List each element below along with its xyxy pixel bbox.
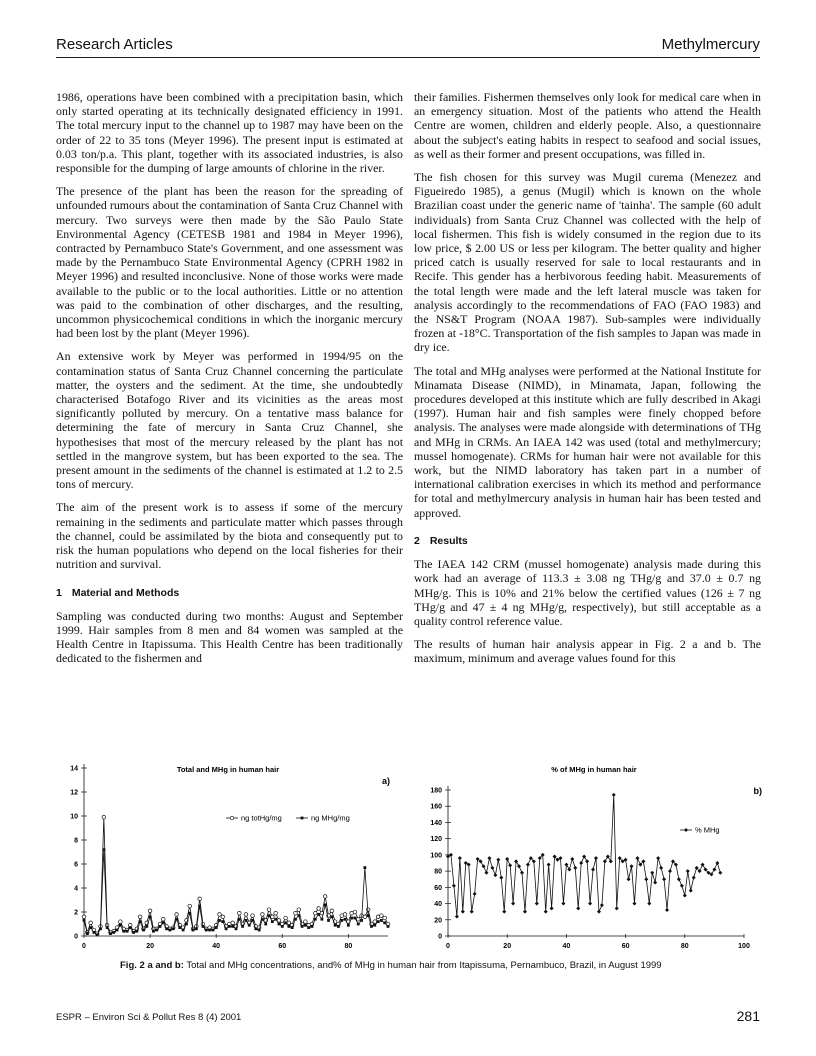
data-point	[102, 815, 106, 819]
data-point	[135, 930, 138, 933]
data-point	[493, 873, 497, 877]
data-point	[211, 929, 214, 932]
data-point	[547, 863, 551, 867]
paragraph: The results of human hair analysis appear in Fig. 2 a and b. The maximum, minimum and average values found for this	[414, 637, 761, 666]
data-point	[109, 932, 112, 935]
data-point	[317, 913, 320, 916]
data-point	[152, 930, 155, 933]
caption-text: Total and MHg concentrations, and% of MHg in human hair from Itapissuma, Pernambuco, Brazil, in August 1999	[186, 960, 662, 971]
legend-marker	[301, 817, 304, 820]
paragraph: 1986, operations have been combined with a precipitation basin, which only started operating at its technically designated efficiency in 1991. The total mercury input to the channel up to 1987 may have been on the order of 22 to 35 tons (Meyer 1996). The present input is estimated at 0.03 ton/p.a. This plant, together with its associated industries, is also responsible for the dumping of large amounts of chlorine in the river.	[56, 90, 403, 176]
data-point	[367, 914, 370, 917]
data-point	[221, 915, 225, 919]
header-rule	[56, 57, 760, 58]
data-point	[274, 911, 278, 915]
data-point	[665, 908, 669, 912]
data-point	[496, 858, 500, 862]
panel-label: b)	[753, 786, 762, 796]
paragraph: The presence of the plant has been the reason for the spreading of unfounded rumours about the contamination of Santa Cruz Channel with mercury. Two surveys were then made by the São Paulo State Environmental Agency (CETESB 1981 and 1984 in Meyer 1996), contracted by Pernambuco State's Government, and one assessment was made by the Pernambuco State Environmental Agency (CPRH 1982 in Meyer 1996) and resulted inconclusive. None of those works were made available to the public or to the local authorities. Little or no attention was paid to the combination of other discharges, and the resulting, uncommon physicochemical conditions in which the inorganic mercury had been lost by the plant (Meyer 1996).	[56, 184, 403, 341]
data-point	[297, 908, 301, 912]
data-point	[567, 867, 571, 871]
data-point	[218, 913, 222, 917]
data-point	[573, 866, 577, 870]
chart-b-svg	[410, 762, 770, 958]
paragraph: An extensive work by Meyer was performed in 1994/95 on the contamination status of Santa Cruz Channel concerning the particulate matter, the oysters and the sediment. At the time, she undoubtedly characterised Botafogo River and its vicinities as the areas most significantly polluted by mercury. On a tentative mass balance for determining the fate of mercury in Santa Cruz Channel, she hypothesises that most of the mercury released by the plant has not settled in the mangrove system, but has been exported to the sea. The present amount in the sediments of the channel is estimated at 1.2 to 2.5 tons of mercury.	[56, 349, 403, 492]
data-point	[353, 910, 357, 914]
data-point	[245, 919, 248, 922]
data-point	[258, 929, 261, 932]
data-point	[344, 918, 347, 921]
data-point	[576, 906, 580, 910]
data-point	[82, 915, 86, 919]
data-point	[89, 926, 92, 929]
data-point	[254, 927, 257, 930]
data-point	[281, 925, 284, 928]
data-point	[268, 914, 271, 917]
data-point	[142, 929, 145, 932]
data-point	[544, 910, 548, 914]
data-point	[218, 919, 221, 922]
paragraph: The IAEA 142 CRM (mussel homogenate) analysis made during this work had an average of 113.3 ± 3.08 ng THg/g and 37.0 ± 0.7 ng MHg/g. This is 10% and 21% below the certified values (126 ± 7 ng THg/g and 47 ± 4 ng MHg/g, respectively), but still acceptable as a quality control reference value.	[414, 557, 761, 628]
journal-citation: ESPR – Environ Sci & Pollut Res 8 (4) 2001	[56, 1012, 242, 1023]
data-point	[248, 924, 251, 927]
y-tick-label: 180	[430, 787, 442, 795]
data-point	[499, 876, 503, 880]
data-point	[535, 902, 539, 906]
data-point	[647, 902, 651, 906]
paragraph: The aim of the present work is to assess if some of the mercury remaining in the sediments and particulate matter which passes through the channel, could be assimilated by the biota and consequently put to risk the human populations who depend on the local fisheries for their nutrition and survival.	[56, 500, 403, 572]
data-point	[347, 924, 350, 927]
data-point	[267, 908, 271, 912]
data-point	[689, 889, 693, 893]
data-point	[354, 917, 357, 920]
data-point	[662, 877, 666, 881]
data-point	[387, 925, 390, 928]
data-point	[635, 856, 639, 860]
data-point	[550, 906, 554, 910]
section-heading-results	[414, 534, 761, 548]
data-point	[215, 926, 218, 929]
topic-label: Methylmercury	[661, 36, 760, 53]
data-point	[304, 920, 308, 924]
data-point	[139, 920, 142, 923]
data-point	[526, 863, 530, 867]
data-point	[169, 929, 172, 932]
x-tick-label: 80	[680, 943, 689, 950]
data-point	[373, 920, 377, 924]
y-tick-label: 4	[74, 885, 78, 893]
data-point	[83, 919, 86, 922]
data-point	[588, 902, 592, 906]
chart-b	[410, 762, 770, 958]
data-point	[383, 916, 387, 920]
data-point	[287, 921, 291, 925]
data-point	[363, 866, 366, 869]
data-point	[330, 915, 333, 918]
data-point	[321, 918, 324, 921]
data-point	[600, 903, 604, 907]
data-point	[683, 893, 687, 897]
y-tick-label: 14	[70, 765, 78, 773]
legend-label: ng MHg/mg	[311, 813, 350, 823]
data-point	[165, 927, 168, 930]
data-point	[89, 921, 93, 925]
data-point	[284, 921, 287, 924]
data-point	[579, 861, 583, 865]
data-point	[251, 914, 255, 918]
data-point	[343, 913, 347, 917]
data-point	[650, 871, 654, 875]
data-point	[718, 871, 722, 875]
data-point	[175, 918, 178, 921]
data-point	[132, 931, 135, 934]
data-point	[680, 884, 684, 888]
figure-caption	[120, 960, 760, 971]
data-point	[360, 919, 363, 922]
panel-label: a)	[381, 776, 390, 786]
data-point	[523, 910, 527, 914]
y-tick-label: 140	[430, 819, 442, 827]
data-point	[461, 910, 465, 914]
paragraph: The total and MHg analyses were performed at the National Institute for Minamata Disease (NIMD), in Minamata, Japan, following the procedures developed at this institute which are fully described in Akagi (1997). Human hair and fish samples were finely chopped before analysis. The analyses were made alongside with determinations of THg and MHg in CRMs. An IAEA 142 was used (total and methylmercury; mussel homogenate). CRMs for human hair were not available for this work, but the NIMD laboratory has taken part in a number of international calibration exercises in which its method and performance for total and methylmercury analysis in human hair has been tested and approved.	[414, 363, 761, 520]
data-point	[564, 863, 568, 867]
data-point	[677, 877, 681, 881]
data-point	[356, 917, 360, 921]
paragraph: The fish chosen for this survey was Mugil curema (Menezez and Figueiredo 1985), a genus (Mugil) which is known on the whole Brazilian coast under the generic name of 'tainha'. The sample (60 adult individuals) from Santa Cruz Channel was collected with the help of local fishermen. This fish is widely consumed in the region due to its low price, $ 2.00 US or less per kilogram. The better quality and higher priced catch is usually reserved for sale to local restaurants and in Recife. This gender has a herbivorous feeding habit. Measurements of the total length were made and the left lateral muscle was taken for analysis accordingly to the recommendations of FAO (FAO 1983) and the NS&T Program (NOAA 1987). Sub-samples were individually frozen at -18°C. Transportation of the fish samples to Japan was made in dry ice.	[414, 170, 761, 355]
data-point	[609, 859, 613, 863]
data-point	[508, 863, 512, 867]
data-point	[370, 925, 373, 928]
data-point	[323, 895, 327, 899]
legend-label: % MHg	[695, 825, 720, 835]
data-point	[301, 925, 304, 928]
data-point	[615, 906, 619, 910]
y-tick-label: 100	[430, 852, 442, 860]
x-tick-label: 40	[562, 943, 571, 950]
data-point	[149, 915, 152, 918]
data-point	[473, 892, 477, 896]
data-point	[653, 880, 657, 884]
data-point	[182, 929, 185, 932]
data-point	[159, 925, 162, 928]
x-tick-label: 40	[212, 943, 221, 950]
data-point	[452, 884, 456, 888]
data-point	[221, 920, 224, 923]
data-point	[126, 930, 129, 933]
data-point	[363, 915, 367, 919]
data-point	[612, 793, 616, 797]
data-point	[502, 910, 506, 914]
y-tick-label: 40	[434, 901, 442, 909]
data-point	[668, 869, 672, 873]
data-point	[294, 918, 297, 921]
y-tick-label: 2	[74, 909, 78, 917]
data-point	[373, 924, 376, 927]
data-point	[597, 910, 601, 914]
data-point	[102, 848, 105, 851]
data-point	[205, 929, 208, 932]
data-point	[261, 918, 264, 921]
footer	[56, 1008, 760, 1028]
legend-marker	[684, 828, 688, 832]
data-point	[192, 929, 195, 932]
data-point	[195, 927, 198, 930]
x-tick-label: 60	[278, 943, 287, 950]
data-point	[337, 925, 340, 928]
data-point	[99, 927, 102, 930]
data-point	[455, 915, 459, 919]
data-point	[148, 909, 152, 913]
data-point	[490, 866, 494, 870]
data-point	[138, 915, 142, 919]
x-tick-label: 0	[446, 943, 450, 950]
y-tick-label: 160	[430, 803, 442, 811]
data-point	[231, 921, 235, 925]
data-point	[307, 926, 310, 929]
data-point	[116, 929, 119, 932]
data-point	[287, 925, 290, 928]
data-point	[383, 921, 386, 924]
data-point	[334, 924, 337, 927]
data-point	[278, 923, 281, 926]
series-line-2	[84, 850, 388, 935]
y-tick-label: 10	[70, 813, 78, 821]
y-tick-label: 80	[434, 868, 442, 876]
data-point	[484, 871, 488, 875]
data-point	[162, 917, 166, 921]
data-point	[96, 933, 99, 936]
data-point	[482, 864, 486, 868]
x-tick-label: 80	[344, 943, 353, 950]
data-point	[145, 925, 148, 928]
data-point	[225, 927, 228, 930]
y-tick-label: 0	[74, 933, 78, 941]
data-point	[86, 932, 89, 935]
data-point	[585, 859, 589, 863]
data-point	[238, 918, 241, 921]
data-point	[185, 923, 188, 926]
data-point	[251, 919, 254, 922]
y-tick-label: 8	[74, 837, 78, 845]
right-column	[414, 90, 761, 675]
data-point	[112, 931, 115, 934]
x-tick-label: 20	[146, 943, 154, 950]
data-point	[377, 920, 380, 923]
data-point	[317, 907, 321, 911]
data-point	[314, 918, 317, 921]
paragraph: Sampling was conducted during two months: August and September 1999. Hair samples from 8 men and 84 women was sampled at the Health Centre in Itapissuma. This Health Centre has been traditionally dedicated to the fishermen and	[56, 608, 403, 666]
y-tick-label: 0	[438, 933, 442, 941]
data-point	[106, 926, 109, 929]
section-number: 1	[56, 586, 62, 599]
data-point	[627, 877, 631, 881]
data-point	[357, 923, 360, 926]
section-title: Results	[429, 534, 468, 547]
data-point	[208, 929, 211, 932]
data-point	[517, 864, 521, 868]
data-point	[594, 856, 598, 860]
chart-title: % of MHg in human hair	[551, 765, 637, 774]
data-point	[198, 897, 202, 901]
x-tick-label: 100	[738, 943, 750, 950]
data-point	[470, 910, 474, 914]
data-point	[656, 856, 660, 860]
data-point	[715, 861, 719, 865]
legend-label: ng totHg/mg	[241, 813, 282, 823]
data-point	[202, 925, 205, 928]
data-point	[172, 927, 175, 930]
chart-a-svg	[48, 762, 396, 958]
data-point	[119, 920, 123, 924]
data-point	[284, 916, 288, 920]
data-point	[350, 917, 353, 920]
data-point	[175, 913, 179, 917]
x-tick-label: 60	[621, 943, 630, 950]
data-point	[261, 913, 265, 917]
x-tick-label: 20	[503, 943, 512, 950]
data-point	[155, 929, 158, 932]
data-point	[561, 902, 565, 906]
data-point	[129, 926, 132, 929]
y-tick-label: 60	[434, 884, 442, 892]
data-point	[380, 919, 383, 922]
section-label: Research Articles	[56, 36, 173, 53]
data-point	[520, 871, 524, 875]
data-point	[701, 863, 705, 867]
chart-title: Total and MHg in human hair	[176, 765, 280, 774]
paragraph: their families. Fishermen themselves only look for medical care when in an emergency situation. Most of the patients who attend the Health Centre are women, children and elderly people. Also, a questionnaire about the subject's eating habits in respect to seafood and social issues, as well as their former and present occupations, was filled in.	[414, 90, 761, 161]
data-point	[330, 909, 334, 913]
data-point	[294, 911, 298, 915]
data-point	[264, 923, 267, 926]
data-point	[297, 914, 300, 917]
data-point	[304, 924, 307, 927]
data-point	[712, 867, 716, 871]
data-point	[380, 914, 384, 918]
data-point	[119, 924, 122, 927]
legend-marker	[230, 816, 234, 820]
data-point	[324, 903, 327, 906]
data-point	[244, 913, 248, 917]
y-tick-label: 120	[430, 836, 442, 844]
data-point	[162, 921, 165, 924]
y-tick-label: 6	[74, 861, 78, 869]
left-column	[56, 90, 403, 675]
data-point	[686, 869, 690, 873]
data-point	[582, 855, 586, 859]
caption-label: Fig. 2 a and b:	[120, 960, 184, 971]
section-number: 2	[414, 534, 420, 547]
data-point	[630, 864, 634, 868]
data-point	[93, 931, 96, 934]
data-point	[271, 920, 274, 923]
y-tick-label: 20	[434, 917, 442, 925]
data-point	[644, 877, 648, 881]
data-point	[235, 927, 238, 930]
data-point	[271, 915, 275, 919]
page-number: 281	[736, 1008, 760, 1024]
data-point	[606, 855, 610, 859]
data-point	[511, 902, 515, 906]
data-point	[591, 867, 595, 871]
data-point	[238, 911, 242, 915]
data-point	[505, 857, 509, 861]
data-point	[228, 925, 231, 928]
data-point	[340, 919, 343, 922]
data-point	[570, 857, 574, 861]
x-tick-label: 0	[82, 943, 86, 950]
data-point	[632, 902, 636, 906]
section-heading-methods	[56, 586, 403, 600]
data-point	[231, 925, 234, 928]
data-point	[188, 912, 191, 915]
data-point	[314, 911, 318, 915]
data-point	[122, 930, 125, 933]
data-point	[241, 925, 244, 928]
data-point	[311, 925, 314, 928]
data-point	[692, 876, 696, 880]
data-point	[487, 856, 491, 860]
data-point	[274, 918, 277, 921]
data-point	[458, 856, 462, 860]
section-title: Material and Methods	[71, 586, 180, 599]
data-point	[514, 859, 518, 863]
y-tick-label: 12	[70, 789, 78, 797]
data-point	[659, 866, 663, 870]
data-point	[327, 919, 330, 922]
chart-a	[48, 762, 396, 958]
data-point	[603, 859, 607, 863]
data-point	[178, 926, 181, 929]
data-point	[198, 905, 201, 908]
data-point	[291, 926, 294, 929]
data-point	[188, 904, 192, 908]
